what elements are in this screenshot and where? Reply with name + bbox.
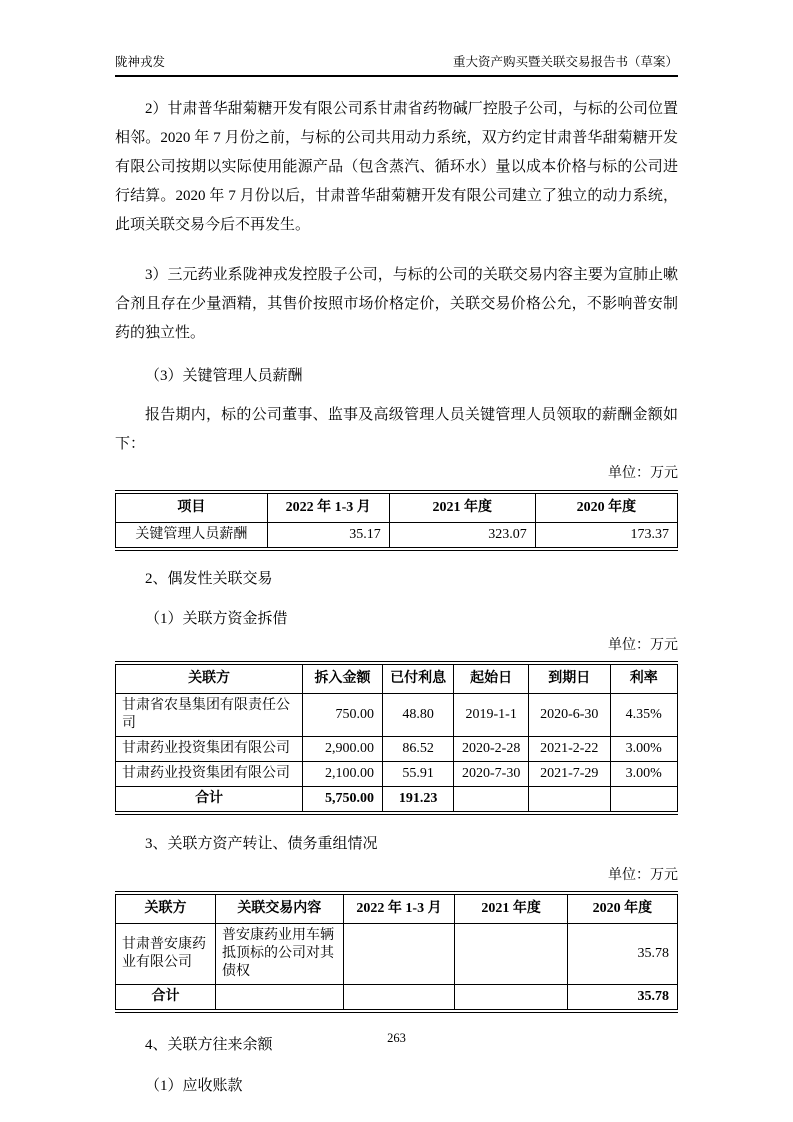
borrowing-table-header-row [116, 663, 678, 694]
header-right-title: 重大资产购买暨关联交易报告书（草案） [452, 55, 678, 69]
transfer-content: 普安康药业用车辆抵顶标的公司对其债权 [216, 924, 344, 985]
salary-col-2020: 2020 年度 [535, 492, 677, 523]
heading-key-management-compensation: （3）关键管理人员薪酬 [145, 368, 303, 384]
heading-fund-borrowing: （1）关联方资金拆借 [145, 611, 288, 627]
borrowing-party: 甘肃药业投资集团有限公司 [116, 762, 303, 787]
transfer-table [115, 891, 678, 1013]
borrowing-table-row [116, 762, 678, 787]
heading-related-party-balance: 4、关联方往来余额 [145, 1037, 273, 1053]
transfer-2022-value [343, 924, 455, 985]
transfer-total-2021 [455, 985, 567, 1012]
transfer-col-2021: 2021 年度 [455, 893, 567, 924]
borrowing-start-date: 2020-7-30 [454, 762, 529, 787]
borrowing-party: 甘肃省农垦集团有限责任公司 [116, 694, 303, 737]
borrowing-amount: 2,900.00 [303, 737, 383, 762]
page-number: 263 [387, 1031, 406, 1045]
borrowing-amount: 2,100.00 [303, 762, 383, 787]
paragraph-sanyuan: 3）三元药业系陇神戎发控股子公司，与标的公司的关联交易内容主要为宣肺止嗽合剂且存在少量酒精，其售价按照市场价格定价，关联交易价格公允，不影响普安制药的独立性。 [115, 267, 678, 341]
borrowing-party: 甘肃药业投资集团有限公司 [116, 737, 303, 762]
header-left-title: 陇神戎发 [115, 55, 166, 69]
borrowing-start-date: 2019-1-1 [454, 694, 529, 737]
borrowing-table-row [116, 737, 678, 762]
borrowing-total-amount: 5,750.00 [303, 787, 383, 814]
paragraph-sweetener: 2）甘肃普华甜菊糖开发有限公司系甘肃省药物碱厂控股子公司，与标的公司位置相邻。2020 年 7 月份之前，与标的公司共用动力系统，双方约定甘肃普华甜菊糖开发有限公司按期以实际使用能源产品（包含蒸汽、循环水）量以成本价格与标的公司进行结算。2020 年 7 月份以后，甘肃普华甜菊糖开发有限公司建立了独立的动力系统，此项关联交易今后不再发生。 [115, 101, 678, 233]
salary-table-row [116, 523, 678, 550]
borrowing-table-row [116, 694, 678, 737]
borrowing-end-date: 2020-6-30 [529, 694, 610, 737]
heading-incidental-transactions: 2、偶发性关联交易 [145, 571, 273, 587]
borrowing-table-total-row [116, 787, 678, 814]
transfer-total-2022 [343, 985, 455, 1012]
borrowing-interest: 48.80 [382, 694, 453, 737]
running-header [115, 0, 678, 77]
borrowing-rate: 4.35% [610, 694, 677, 737]
borrowing-total-rate [610, 787, 677, 814]
transfer-total-content [216, 985, 344, 1012]
borrowing-end-date: 2021-2-22 [529, 737, 610, 762]
unit-label-salary: 单位：万元 [608, 466, 678, 481]
unit-label-borrowing: 单位：万元 [608, 638, 678, 653]
salary-2021-value: 323.07 [389, 523, 535, 550]
transfer-table-header-row [116, 893, 678, 924]
borrowing-start-date: 2020-2-28 [454, 737, 529, 762]
paragraph-salary-intro: 报告期内，标的公司董事、监事及高级管理人员关键管理人员领取的薪酬金额如下： [115, 407, 678, 452]
borrowing-col-start: 起始日 [454, 663, 529, 694]
borrowing-amount: 750.00 [303, 694, 383, 737]
transfer-table-row [116, 924, 678, 985]
borrowing-interest: 86.52 [382, 737, 453, 762]
transfer-col-2022: 2022 年 1-3 月 [343, 893, 455, 924]
transfer-party: 甘肃普安康药业有限公司 [116, 924, 216, 985]
borrowing-col-end: 到期日 [529, 663, 610, 694]
salary-2020-value: 173.37 [535, 523, 677, 550]
salary-table [115, 490, 678, 551]
borrowing-total-start [454, 787, 529, 814]
transfer-2021-value [455, 924, 567, 985]
borrowing-total-label: 合计 [116, 787, 303, 814]
salary-col-2021: 2021 年度 [389, 492, 535, 523]
borrowing-col-interest: 已付利息 [382, 663, 453, 694]
borrowing-total-end [529, 787, 610, 814]
borrowing-rate: 3.00% [610, 762, 677, 787]
transfer-total-label: 合计 [116, 985, 216, 1012]
salary-item-cell: 关键管理人员薪酬 [116, 523, 268, 550]
heading-asset-transfer: 3、关联方资产转让、债务重组情况 [145, 836, 378, 852]
borrowing-col-amount: 拆入金额 [303, 663, 383, 694]
transfer-table-total-row [116, 985, 678, 1012]
salary-table-header-row [116, 492, 678, 523]
salary-col-2022: 2022 年 1-3 月 [267, 492, 389, 523]
borrowing-rate: 3.00% [610, 737, 677, 762]
unit-label-transfer: 单位：万元 [608, 868, 678, 883]
page-content [115, 0, 678, 1101]
borrowing-interest: 55.91 [382, 762, 453, 787]
borrowing-end-date: 2021-7-29 [529, 762, 610, 787]
transfer-total-2020: 35.78 [567, 985, 677, 1012]
salary-2022-value: 35.17 [267, 523, 389, 550]
transfer-col-content: 关联交易内容 [216, 893, 344, 924]
borrowing-total-interest: 191.23 [382, 787, 453, 814]
heading-accounts-receivable: （1）应收账款 [145, 1078, 243, 1094]
borrowing-col-party: 关联方 [116, 663, 303, 694]
transfer-col-party: 关联方 [116, 893, 216, 924]
borrowing-table [115, 661, 678, 815]
transfer-col-2020: 2020 年度 [567, 893, 677, 924]
salary-col-item: 项目 [116, 492, 268, 523]
transfer-2020-value: 35.78 [567, 924, 677, 985]
borrowing-col-rate: 利率 [610, 663, 677, 694]
